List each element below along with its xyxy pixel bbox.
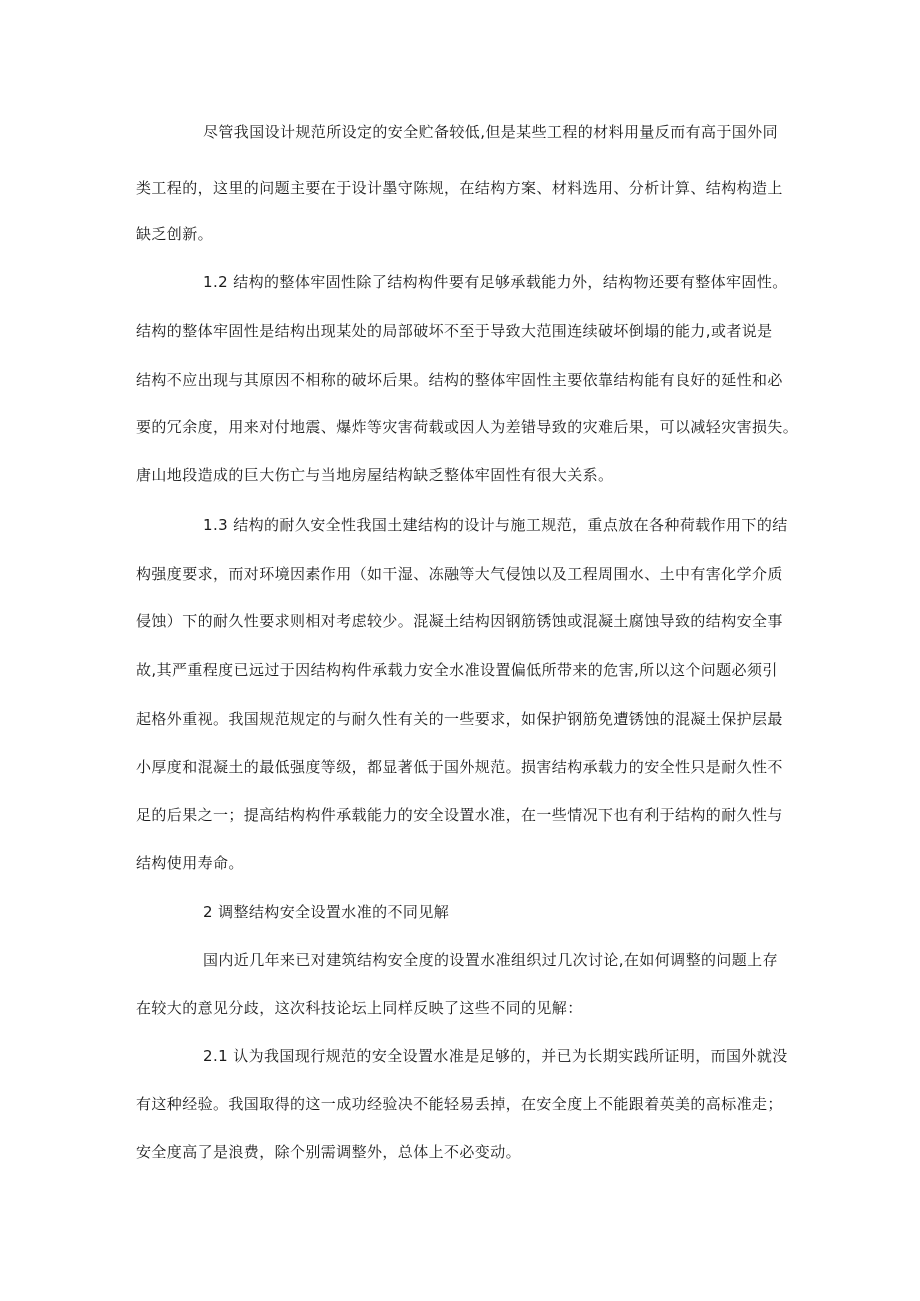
- section-2-1-heading-line: 2.1 认为我国现行规范的安全设置水准是足够的，并已为长期实践所证明，而国外就没: [203, 1047, 788, 1065]
- para3-line3: 侵蚀）下的耐久性要求则相对考虑较少。混凝土结构因钢筋锈蚀或混凝土腐蚀导致的结构安全事: [136, 612, 783, 630]
- section-1-2-heading-line: 1.2 结构的整体牢固性除了结构构件要有足够承载能力外，结构物还要有整体牢固性。: [203, 273, 788, 291]
- para3-line2: 构强度要求，而对环境因素作用（如干湿、冻融等大气侵蚀以及工程周围水、土中有害化学介质: [136, 565, 783, 583]
- para2-line5: 唐山地段造成的巨大伤亡与当地房屋结构缺乏整体牢固性有很大关系。: [136, 466, 614, 484]
- para3-line4: 故,其严重程度已远过于因结构构件承载力安全水准设置偏低所带来的危害,所以这个问题必须引: [136, 661, 778, 679]
- section-1-3-heading-line: 1.3 结构的耐久安全性我国土建结构的设计与施工规范，重点放在各种荷载作用下的结: [203, 516, 788, 534]
- para2-line3: 结构不应出现与其原因不相称的破坏后果。结构的整体牢固性主要依靠结构能有良好的延性和必: [136, 371, 783, 389]
- para3-line5: 起格外重视。我国规范规定的与耐久性有关的一些要求，如保护钢筋免遭锈蚀的混凝土保护层最: [136, 710, 783, 728]
- para5-line2: 有这种经验。我国取得的这一成功经验决不能轻易丢掉，在安全度上不能跟着英美的高标准走；: [136, 1095, 783, 1113]
- para3-line7: 足的后果之一；提高结构构件承载能力的安全设置水准，在一些情况下也有利于结构的耐久性与: [136, 806, 783, 824]
- para2-line2: 结构的整体牢固性是结构出现某处的局部破坏不至于导致大范围连续破坏倒塌的能力,或者说是: [136, 322, 773, 340]
- para4-line2: 在较大的意见分歧，这次科技论坛上同样反映了这些不同的见解：: [136, 999, 583, 1017]
- para1-line2: 类工程的，这里的问题主要在于设计墨守陈规，在结构方案、材料选用、分析计算、结构构造上: [136, 179, 783, 197]
- para3-line8: 结构使用寿命。: [136, 854, 244, 872]
- para1-line1: 尽管我国设计规范所设定的安全贮备较低,但是某些工程的材料用量反而有高于国外同: [203, 123, 778, 141]
- section-2-heading: 2 调整结构安全设置水准的不同见解: [203, 903, 450, 921]
- para5-line3: 安全度高了是浪费，除个别需调整外，总体上不必变动。: [136, 1143, 522, 1161]
- para4-line1: 国内近几年来已对建筑结构安全度的设置水准组织过几次讨论,在如何调整的问题上存: [203, 951, 778, 969]
- para1-line3: 缺乏创新。: [136, 225, 214, 243]
- para2-line4: 要的冗余度，用来对付地震、爆炸等灾害荷载或因人为差错导致的灾难后果，可以减轻灾害损失。: [136, 418, 799, 436]
- para3-line6: 小厚度和混凝土的最低强度等级，都显著低于国外规范。损害结构承载力的安全性只是耐久性不: [136, 758, 783, 776]
